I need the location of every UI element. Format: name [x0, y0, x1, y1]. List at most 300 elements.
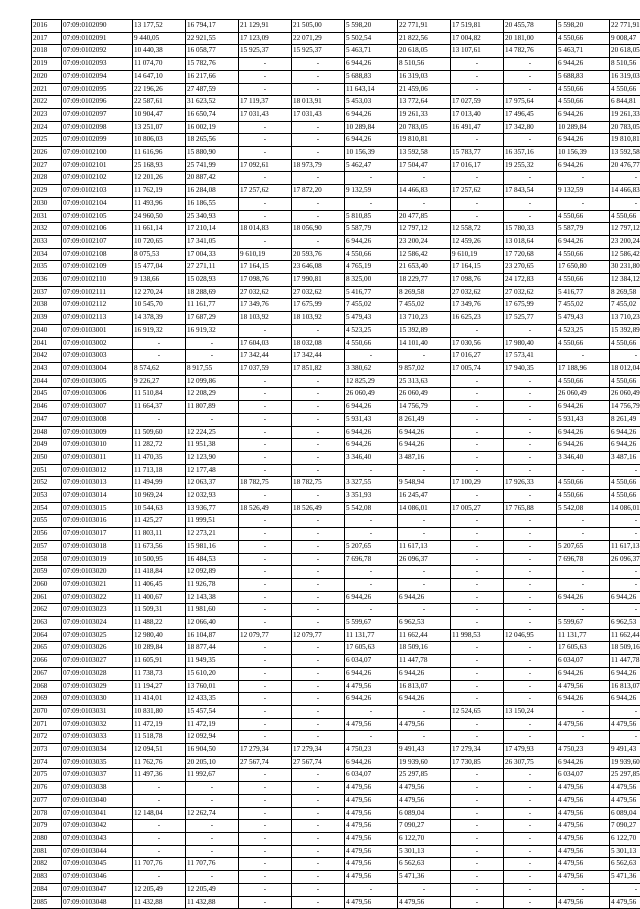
value-cell: -: [398, 578, 451, 591]
table-row: [32, 350, 640, 363]
value-cell: 14 101,40: [398, 337, 451, 350]
value-cell: 11 992,67: [186, 769, 239, 782]
row-number-cell: 2048: [32, 426, 62, 439]
value-cell: 17 604,03: [239, 337, 292, 350]
value-cell: 17 990,81: [292, 274, 345, 287]
table-row: [32, 744, 640, 757]
cadastral-number-cell: 07:09:0102106: [62, 223, 133, 236]
value-cell: 19 261,33: [610, 108, 640, 121]
cadastral-number-cell: 07:09:0103001: [62, 324, 133, 337]
value-cell: -: [239, 833, 292, 846]
value-cell: -: [451, 617, 504, 630]
value-cell: 16 813,07: [398, 680, 451, 693]
table-row: [32, 185, 640, 198]
row-number-cell: 2022: [32, 96, 62, 109]
value-cell: 14 086,01: [398, 502, 451, 515]
value-cell: -: [557, 731, 610, 744]
value-cell: 10 544,63: [133, 502, 186, 515]
cadastral-number-cell: 07:09:0103014: [62, 490, 133, 503]
value-cell: 14 466,83: [398, 185, 451, 198]
value-cell: -: [451, 642, 504, 655]
value-cell: 12 980,40: [133, 629, 186, 642]
value-cell: -: [610, 883, 640, 896]
table-row: [32, 261, 640, 274]
value-cell: -: [451, 464, 504, 477]
value-cell: 17 188,96: [557, 362, 610, 375]
table-row: [32, 845, 640, 858]
value-cell: 6 944,26: [398, 667, 451, 680]
cadastral-number-cell: 07:09:0102091: [62, 32, 133, 45]
cadastral-number-cell: 07:09:0102110: [62, 274, 133, 287]
table-row: [32, 299, 640, 312]
value-cell: 4 479,56: [345, 845, 398, 858]
cadastral-number-cell: 07:09:0103037: [62, 769, 133, 782]
value-cell: -: [239, 451, 292, 464]
value-cell: -: [292, 896, 345, 909]
value-cell: 8 269,58: [610, 286, 640, 299]
value-cell: -: [292, 540, 345, 553]
row-number-cell: 2029: [32, 185, 62, 198]
value-cell: 6 944,26: [345, 439, 398, 452]
value-cell: 11 400,67: [133, 591, 186, 604]
value-cell: -: [504, 718, 557, 731]
value-cell: -: [451, 540, 504, 553]
value-cell: -: [451, 210, 504, 223]
row-number-cell: 2061: [32, 591, 62, 604]
value-cell: -: [504, 578, 557, 591]
value-cell: -: [451, 388, 504, 401]
row-number-cell: 2040: [32, 324, 62, 337]
value-cell: -: [610, 515, 640, 528]
value-cell: -: [239, 896, 292, 909]
row-number-cell: 2062: [32, 604, 62, 617]
value-cell: 15 457,54: [186, 705, 239, 718]
value-cell: 10 156,39: [345, 147, 398, 160]
value-cell: -: [292, 794, 345, 807]
row-number-cell: 2070: [32, 705, 62, 718]
value-cell: 22 196,26: [133, 83, 186, 96]
value-cell: -: [292, 172, 345, 185]
value-cell: -: [504, 553, 557, 566]
value-cell: -: [292, 388, 345, 401]
value-cell: 18 014,83: [239, 223, 292, 236]
value-cell: 18 265,56: [186, 134, 239, 147]
value-cell: 17 720,68: [504, 248, 557, 261]
value-cell: 5 471,36: [610, 871, 640, 884]
value-cell: -: [610, 528, 640, 541]
value-cell: -: [610, 731, 640, 744]
value-cell: -: [239, 667, 292, 680]
cadastral-number-cell: 07:09:0103006: [62, 388, 133, 401]
value-cell: -: [451, 833, 504, 846]
value-cell: 4 479,56: [398, 794, 451, 807]
value-cell: 4 550,66: [610, 477, 640, 490]
value-cell: 16 794,17: [186, 20, 239, 33]
table-row: [32, 718, 640, 731]
value-cell: -: [133, 413, 186, 426]
value-cell: -: [451, 566, 504, 579]
value-cell: 27 567,74: [292, 756, 345, 769]
cadastral-number-cell: 07:09:0102100: [62, 147, 133, 160]
value-cell: 11 488,22: [133, 617, 186, 630]
value-cell: 13 936,77: [186, 502, 239, 515]
value-cell: -: [504, 883, 557, 896]
table-row: [32, 477, 640, 490]
value-cell: -: [239, 172, 292, 185]
value-cell: 12 433,35: [186, 693, 239, 706]
value-cell: 9 440,05: [133, 32, 186, 45]
cadastral-number-cell: 07:09:0102098: [62, 121, 133, 134]
table-row: [32, 20, 640, 33]
value-cell: -: [504, 693, 557, 706]
value-cell: 19 255,32: [504, 159, 557, 172]
value-cell: 17 016,27: [451, 350, 504, 363]
value-cell: 13 592,58: [398, 147, 451, 160]
value-cell: 16 919,32: [186, 324, 239, 337]
value-cell: -: [239, 680, 292, 693]
value-cell: 4 479,56: [557, 896, 610, 909]
value-cell: 14 782,76: [504, 45, 557, 58]
value-cell: 23 270,65: [504, 261, 557, 274]
table-row: [32, 871, 640, 884]
cadastral-number-cell: 07:09:0102097: [62, 108, 133, 121]
table-row: [32, 858, 640, 871]
value-cell: 6 944,26: [557, 693, 610, 706]
cadastral-number-cell: 07:09:0102109: [62, 261, 133, 274]
table-row: [32, 362, 640, 375]
table-row: [32, 807, 640, 820]
value-cell: 27 487,59: [186, 83, 239, 96]
value-cell: 12 205,49: [133, 883, 186, 896]
value-cell: -: [292, 883, 345, 896]
value-cell: 12 459,26: [451, 235, 504, 248]
value-cell: 25 297,85: [610, 769, 640, 782]
value-cell: 9 132,59: [345, 185, 398, 198]
value-cell: 17 926,33: [504, 477, 557, 490]
row-number-cell: 2021: [32, 83, 62, 96]
value-cell: 10 440,38: [133, 45, 186, 58]
cadastral-number-cell: 07:09:0103004: [62, 362, 133, 375]
value-cell: 17 005,74: [451, 362, 504, 375]
row-number-cell: 2016: [32, 20, 62, 33]
value-cell: 17 342,44: [239, 350, 292, 363]
value-cell: -: [345, 883, 398, 896]
value-cell: 12 123,90: [186, 451, 239, 464]
value-cell: -: [239, 426, 292, 439]
value-cell: 18 782,75: [239, 477, 292, 490]
cadastral-number-cell: 07:09:0102111: [62, 286, 133, 299]
value-cell: -: [504, 642, 557, 655]
value-cell: -: [451, 426, 504, 439]
value-cell: -: [504, 515, 557, 528]
value-cell: -: [292, 604, 345, 617]
value-cell: -: [239, 235, 292, 248]
value-cell: -: [292, 210, 345, 223]
value-cell: 6 944,26: [345, 108, 398, 121]
row-number-cell: 2044: [32, 375, 62, 388]
table-row: [32, 439, 640, 452]
table-body: [32, 20, 640, 909]
table-row: [32, 413, 640, 426]
value-cell: 11 472,19: [186, 718, 239, 731]
row-number-cell: 2079: [32, 820, 62, 833]
row-number-cell: 2019: [32, 58, 62, 71]
cadastral-number-cell: 07:09:0103016: [62, 515, 133, 528]
value-cell: 17 504,47: [398, 159, 451, 172]
value-cell: -: [504, 375, 557, 388]
value-cell: 4 550,66: [610, 375, 640, 388]
value-cell: 6 944,26: [345, 667, 398, 680]
table-row: [32, 32, 640, 45]
cadastral-number-cell: 07:09:0103009: [62, 426, 133, 439]
row-number-cell: 2043: [32, 362, 62, 375]
value-cell: 14 756,79: [398, 401, 451, 414]
cadastral-number-cell: 07:09:0103041: [62, 807, 133, 820]
cadastral-number-cell: 07:09:0103017: [62, 528, 133, 541]
value-cell: -: [398, 172, 451, 185]
table-row: [32, 515, 640, 528]
value-cell: 11 617,13: [398, 540, 451, 553]
cadastral-number-cell: 07:09:0102105: [62, 210, 133, 223]
table-row: [32, 70, 640, 83]
value-cell: 14 647,10: [133, 70, 186, 83]
value-cell: -: [451, 528, 504, 541]
value-cell: -: [451, 718, 504, 731]
value-cell: 12 558,72: [451, 223, 504, 236]
value-cell: 11 803,11: [133, 528, 186, 541]
value-cell: -: [239, 820, 292, 833]
value-cell: -: [557, 464, 610, 477]
value-cell: 5 931,43: [557, 413, 610, 426]
table-row: [32, 896, 640, 909]
value-cell: -: [239, 464, 292, 477]
table-row: [32, 705, 640, 718]
value-cell: -: [610, 172, 640, 185]
value-cell: 11 447,78: [610, 655, 640, 668]
row-number-cell: 2081: [32, 845, 62, 858]
value-cell: 6 944,26: [557, 667, 610, 680]
value-cell: 4 479,56: [610, 896, 640, 909]
row-number-cell: 2075: [32, 769, 62, 782]
value-cell: -: [610, 705, 640, 718]
value-cell: 6 944,26: [610, 693, 640, 706]
value-cell: 6 944,26: [557, 58, 610, 71]
value-cell: -: [451, 553, 504, 566]
value-cell: 4 550,66: [557, 248, 610, 261]
value-cell: 11 510,84: [133, 388, 186, 401]
value-cell: -: [133, 845, 186, 858]
value-cell: -: [451, 782, 504, 795]
value-cell: -: [504, 413, 557, 426]
value-cell: -: [239, 134, 292, 147]
value-cell: 11 131,77: [345, 629, 398, 642]
value-cell: 4 750,23: [345, 744, 398, 757]
value-cell: 17 940,35: [504, 362, 557, 375]
value-cell: 4 550,66: [557, 96, 610, 109]
value-cell: 6 944,26: [557, 426, 610, 439]
value-cell: 17 349,76: [451, 299, 504, 312]
value-cell: -: [504, 197, 557, 210]
row-number-cell: 2055: [32, 515, 62, 528]
value-cell: 11 664,37: [133, 401, 186, 414]
value-cell: 30 231,80: [610, 261, 640, 274]
value-cell: -: [239, 147, 292, 160]
row-number-cell: 2028: [32, 172, 62, 185]
value-cell: 19 261,33: [398, 108, 451, 121]
cadastral-number-cell: 07:09:0103012: [62, 464, 133, 477]
cadastral-number-cell: 07:09:0103029: [62, 680, 133, 693]
value-cell: -: [239, 490, 292, 503]
value-cell: 6 089,04: [610, 807, 640, 820]
value-cell: 15 610,20: [186, 667, 239, 680]
row-number-cell: 2073: [32, 744, 62, 757]
value-cell: 16 919,32: [133, 324, 186, 337]
value-cell: -: [292, 83, 345, 96]
value-cell: 11 414,01: [133, 693, 186, 706]
value-cell: 6 089,04: [398, 807, 451, 820]
value-cell: 11 616,96: [133, 147, 186, 160]
value-cell: -: [504, 833, 557, 846]
value-cell: 22 071,29: [292, 32, 345, 45]
value-cell: 16 319,03: [610, 70, 640, 83]
value-cell: 4 550,66: [345, 248, 398, 261]
value-cell: 6 122,70: [398, 833, 451, 846]
cadastral-number-cell: 07:09:0103013: [62, 477, 133, 490]
table-row: [32, 794, 640, 807]
value-cell: -: [504, 426, 557, 439]
value-cell: -: [557, 566, 610, 579]
row-number-cell: 2057: [32, 540, 62, 553]
value-cell: -: [504, 401, 557, 414]
value-cell: -: [345, 350, 398, 363]
row-number-cell: 2041: [32, 337, 62, 350]
value-cell: 11 951,38: [186, 439, 239, 452]
value-cell: 15 782,76: [186, 58, 239, 71]
value-cell: 21 129,91: [239, 20, 292, 33]
value-cell: 24 960,50: [133, 210, 186, 223]
value-cell: 5 463,71: [345, 45, 398, 58]
value-cell: -: [610, 464, 640, 477]
value-cell: 25 340,93: [186, 210, 239, 223]
value-cell: 13 710,23: [398, 312, 451, 325]
value-cell: 4 479,56: [345, 807, 398, 820]
cadastral-number-cell: 07:09:0103047: [62, 883, 133, 896]
value-cell: 17 257,62: [451, 185, 504, 198]
value-cell: 10 156,39: [557, 147, 610, 160]
value-cell: -: [451, 820, 504, 833]
value-cell: 4 479,56: [557, 845, 610, 858]
row-number-cell: 2036: [32, 274, 62, 287]
value-cell: 26 060,49: [610, 388, 640, 401]
value-cell: 7 090,27: [398, 820, 451, 833]
value-cell: -: [292, 515, 345, 528]
value-cell: 4 765,19: [345, 261, 398, 274]
value-cell: -: [133, 871, 186, 884]
value-cell: -: [292, 490, 345, 503]
value-cell: 4 479,56: [557, 782, 610, 795]
value-cell: -: [451, 680, 504, 693]
value-cell: 20 783,05: [610, 121, 640, 134]
table-row: [32, 578, 640, 591]
value-cell: 9 610,19: [239, 248, 292, 261]
value-cell: 11 707,76: [133, 858, 186, 871]
value-cell: 6 944,26: [398, 693, 451, 706]
value-cell: -: [133, 350, 186, 363]
value-cell: -: [239, 769, 292, 782]
row-number-cell: 2031: [32, 210, 62, 223]
value-cell: -: [186, 845, 239, 858]
cadastral-number-cell: 07:09:0102095: [62, 83, 133, 96]
value-cell: -: [504, 871, 557, 884]
value-cell: -: [239, 324, 292, 337]
table-row: [32, 147, 640, 160]
value-cell: 8 510,56: [398, 58, 451, 71]
value-cell: -: [398, 731, 451, 744]
value-cell: -: [133, 782, 186, 795]
value-cell: 11 661,14: [133, 223, 186, 236]
value-cell: 17 765,88: [504, 502, 557, 515]
value-cell: -: [504, 820, 557, 833]
value-cell: 15 925,37: [292, 45, 345, 58]
value-cell: 17 687,29: [186, 312, 239, 325]
value-cell: 6 944,26: [557, 756, 610, 769]
value-cell: 12 205,49: [186, 883, 239, 896]
table-row: [32, 693, 640, 706]
value-cell: 31 623,52: [186, 96, 239, 109]
value-cell: -: [239, 731, 292, 744]
value-cell: 17 031,43: [292, 108, 345, 121]
value-cell: 11 738,73: [133, 667, 186, 680]
value-cell: 6 944,26: [398, 591, 451, 604]
value-cell: 15 028,93: [186, 274, 239, 287]
value-cell: 5 416,77: [345, 286, 398, 299]
value-cell: 26 307,75: [504, 756, 557, 769]
value-cell: 11 131,77: [557, 629, 610, 642]
cadastral-number-cell: 07:09:0103023: [62, 604, 133, 617]
row-number-cell: 2033: [32, 235, 62, 248]
value-cell: 11 949,35: [186, 655, 239, 668]
cadastral-number-cell: 07:09:0103019: [62, 553, 133, 566]
value-cell: 6 944,26: [345, 401, 398, 414]
value-cell: 13 177,52: [133, 20, 186, 33]
table-row: [32, 121, 640, 134]
table-row: [32, 426, 640, 439]
value-cell: -: [451, 794, 504, 807]
value-cell: 18 229,77: [398, 274, 451, 287]
value-cell: 17 851,82: [292, 362, 345, 375]
value-cell: -: [451, 197, 504, 210]
row-number-cell: 2078: [32, 807, 62, 820]
value-cell: 27 567,74: [239, 756, 292, 769]
cadastral-number-cell: 07:09:0102090: [62, 20, 133, 33]
value-cell: 4 479,56: [610, 782, 640, 795]
value-cell: 6 944,26: [345, 58, 398, 71]
value-cell: -: [451, 401, 504, 414]
value-cell: -: [292, 578, 345, 591]
value-cell: -: [239, 705, 292, 718]
value-cell: 11 447,78: [398, 655, 451, 668]
value-cell: -: [239, 858, 292, 871]
table-row: [32, 337, 640, 350]
row-number-cell: 2037: [32, 286, 62, 299]
value-cell: -: [451, 896, 504, 909]
value-cell: 12 586,42: [398, 248, 451, 261]
value-cell: 3 346,40: [345, 451, 398, 464]
value-cell: -: [292, 121, 345, 134]
row-number-cell: 2026: [32, 147, 62, 160]
value-cell: -: [292, 718, 345, 731]
value-cell: 17 573,41: [504, 350, 557, 363]
